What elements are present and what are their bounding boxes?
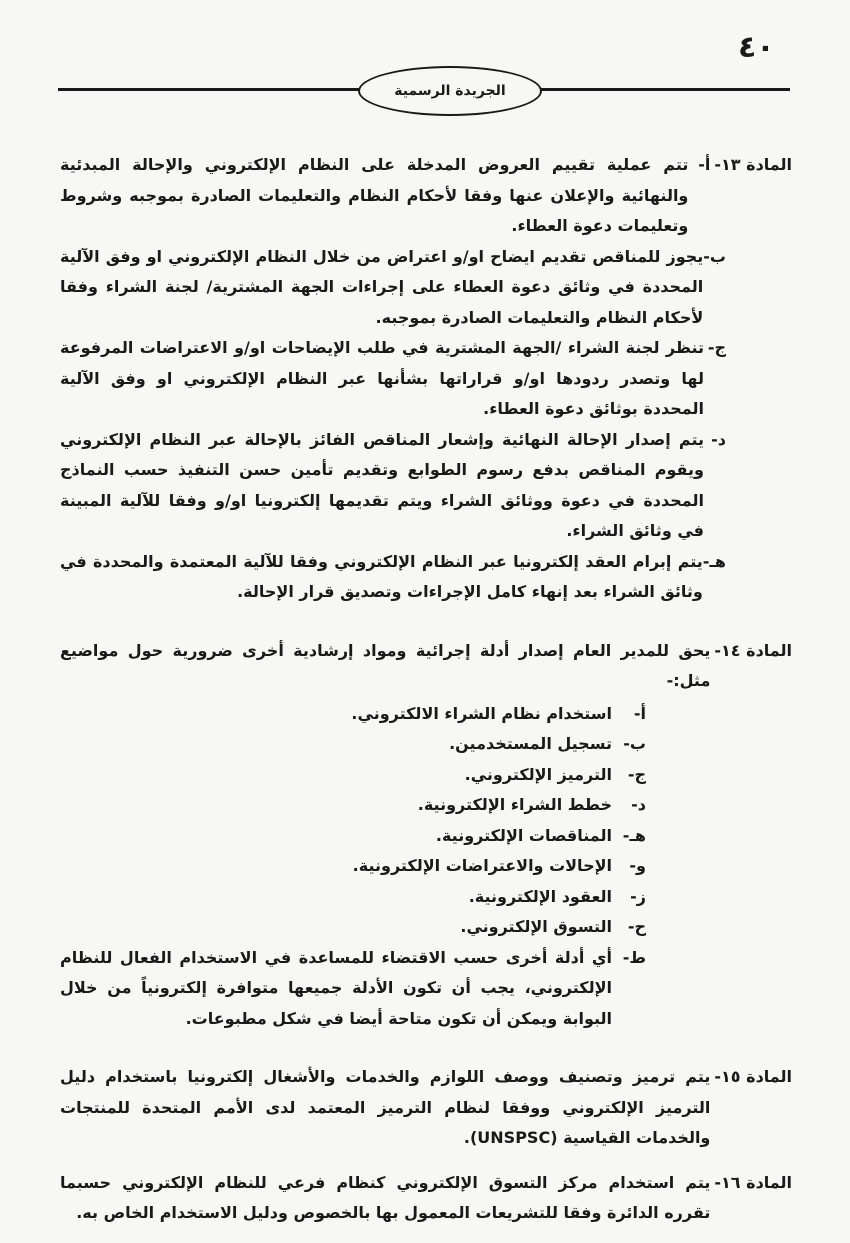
list-item-text: المناقصات الإلكترونية. [435,825,612,845]
list-item-letter: ج- [627,764,646,784]
list-item-letter: و- [629,856,646,875]
article-14 [60,636,792,1035]
clause-letter: ب- [703,246,726,266]
page-number: ٤٠ [738,30,775,65]
clause-text: تتم عملية تقييم العروض المدخلة على النظام الإلكتروني والإحالة المبدئية والنهائية والإعلان عنها وفقا لأحكام النظام والتعليمات الصادرة بموجبه وشروط وتعليمات دعوة العطاء. [60,155,689,235]
article-13-clause-c [60,333,726,425]
article-13-clause-a [60,150,710,242]
clause-letter: هـ- [702,551,726,571]
clause-text: يتم إبرام العقد إلكترونيا عبر النظام الإلكتروني وفقا للآلية المعتمدة والمحددة في وثائق الشراء بعد إنهاء كامل الإجراءات وتصديق قرار الإحالة. [60,551,703,601]
clause-text: تنظر لجنة الشراء /الجهة المشترية في طلب الإيضاحات او/و الاعتراضات المرفوعة لها وتصدر ردودها او/و قراراتها بشأنها عبر النظام الإلكتروني او وفق الآلية المحددة بوثائق دعوة العطاء. [60,338,704,418]
article-14-label: المادة ١٤- [714,640,792,660]
list-item [60,882,646,913]
list-item-letter: ب- [623,734,646,753]
article-16-label: المادة ١٦- [714,1172,792,1192]
list-item-text: التسوق الإلكتروني. [460,917,612,936]
gazette-title: الجريدة الرسمية [394,83,506,99]
clause-text: يجوز للمناقص تقديم ايضاح او/و اعتراض من خلال النظام الإلكتروني او وفق الآلية المحددة في وثائق دعوة العطاء على إجراءات الجهة المشترية/ لجنة الشراء وفقا لأحكام النظام والتعليمات الصادرة بموجبه. [60,246,704,327]
list-item-text: الإحالات والاعتراضات الإلكترونية. [352,856,612,875]
list-item-text: استخدام نظام الشراء الالكتروني. [351,703,612,723]
article-13-clause-e [60,547,726,608]
clause-text: يتم إصدار الإحالة النهائية وإشعار المناقص الفائز بالإحالة عبر النظام الإلكتروني ويقوم المناقص بدفع رسوم الطوابع وتقديم تأمين حسن التنفيذ حسب النماذج المحددة في دعوة ووثائق الشراء ويتم تقديمها إلكترونيا او/و وفقا للآلية المبينة في وثائق الشراء. [60,429,704,540]
list-item-letter: أ- [633,703,646,723]
article-16-text: يتم استخدام مركز التسوق الإلكتروني كنظام فرعي للنظام الإلكتروني حسبما تقرره الدائرة وفقا للتشريعات المعمول بها بالخصوص ودليل الاستخدام الخاص به. [60,1172,711,1222]
clause-letter: ج- [707,338,726,357]
list-item-text: خطط الشراء الإلكترونية. [417,795,612,814]
document-body [60,150,792,1243]
list-item [60,699,646,730]
article-14-list [60,699,646,1035]
clause-letter: أ- [698,155,711,174]
list-item [60,851,646,882]
article-15-text: يتم ترميز وتصنيف ووصف اللوازم والخدمات والأشغال إلكترونيا باستخدام دليل الترميز الإلكتروني ووفقا لنظام الترميز المعتمد لدى الأمم المتحدة للمنتجات والخدمات القياسية (UNSPSC). [60,1067,711,1147]
clause-letter: د- [711,429,726,449]
list-item-letter: ط- [622,947,646,967]
article-13-clause-b [60,242,726,334]
list-item-letter: ح- [627,917,646,936]
article-13-label: المادة ١٣- [714,155,792,174]
list-item-text: العقود الإلكترونية. [468,886,612,906]
list-item [60,790,646,821]
list-item [60,912,646,943]
article-15-label: المادة ١٥- [714,1067,792,1086]
list-item [60,821,646,852]
list-item-letter: هـ- [622,825,646,845]
article-15 [60,1062,792,1154]
list-item-text: الترميز الإلكتروني. [464,764,612,784]
list-item-text: تسجيل المستخدمين. [449,734,612,753]
article-13 [60,150,792,608]
list-item-letter: ز- [630,886,646,906]
gazette-title-oval [358,66,542,116]
article-13-clause-d [60,425,726,547]
list-item-letter: د- [631,795,646,814]
list-item-text: أي أدلة أخرى حسب الاقتضاء للمساعدة في الاستخدام الفعال للنظام الإلكتروني، يجب أن تكون الأدلة جميعها متوافرة إلكترونياً من خلال البوابة ويمكن أن تكون متاحة أيضا في شكل مطبوعات. [60,947,612,1028]
list-item [60,729,646,760]
article-16 [60,1168,792,1229]
list-item [60,943,646,1035]
list-item [60,760,646,791]
article-14-intro: يحق للمدير العام إصدار أدلة إجرائية ومواد إرشادية أخرى ضرورية حول مواضيع مثل:- [60,640,711,690]
